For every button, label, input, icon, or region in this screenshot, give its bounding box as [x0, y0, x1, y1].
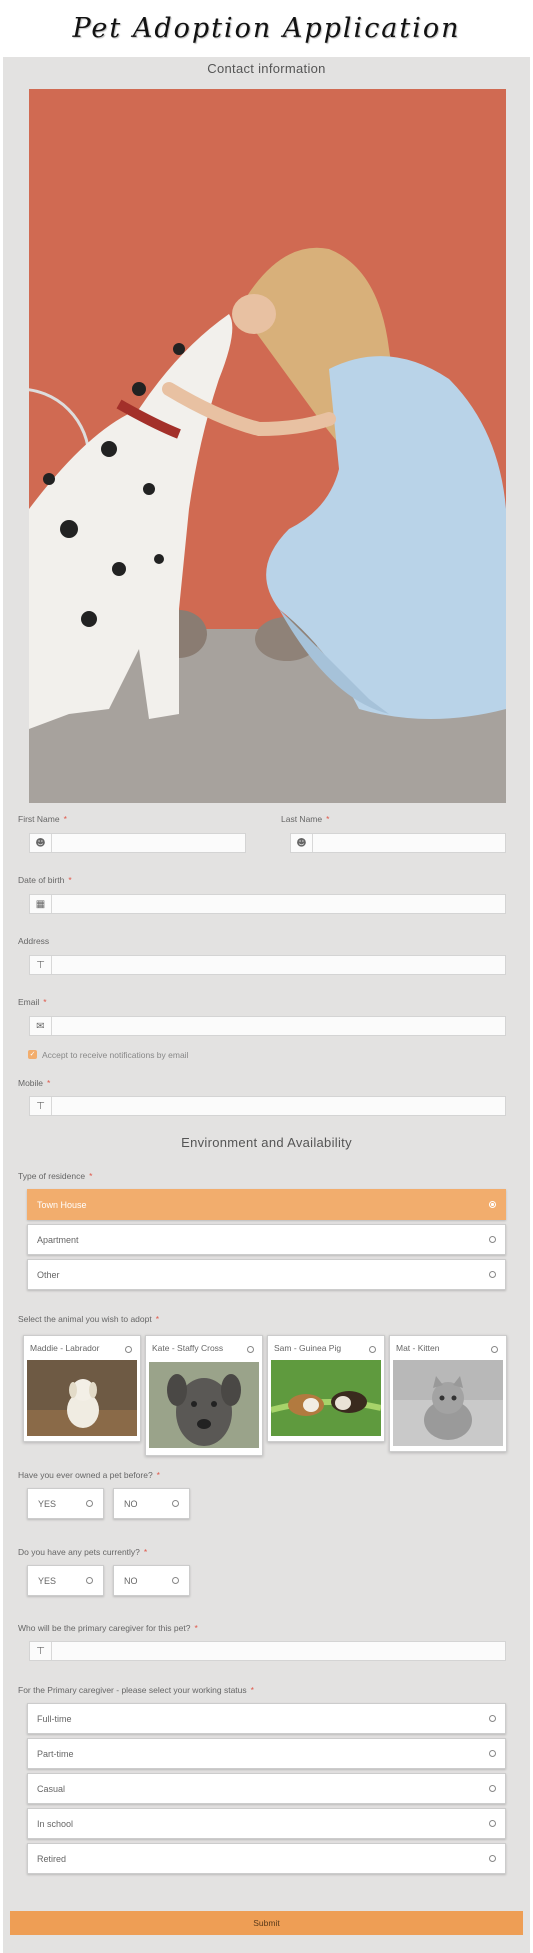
owned-before-no[interactable]: NO: [113, 1488, 190, 1519]
mobile-input[interactable]: [52, 1097, 505, 1115]
dob-label: Date of birth *: [18, 875, 72, 885]
radio-icon: [489, 1820, 496, 1827]
residence-option-apartment[interactable]: Apartment: [27, 1224, 506, 1255]
pet-card-mat[interactable]: Mat - Kitten: [389, 1335, 507, 1452]
residence-option-other[interactable]: Other: [27, 1259, 506, 1290]
radio-icon: [172, 1500, 179, 1507]
hero-image: [29, 89, 506, 803]
pet-photo-staffy: [149, 1362, 259, 1448]
radio-icon: [86, 1577, 93, 1584]
residence-label: Type of residence *: [18, 1171, 93, 1181]
last-name-field[interactable]: [290, 833, 506, 853]
email-field[interactable]: [29, 1016, 506, 1036]
working-status-label: For the Primary caregiver - please select your working status *: [18, 1685, 254, 1695]
radio-icon: [247, 1346, 254, 1353]
mobile-field[interactable]: [29, 1096, 506, 1116]
radio-icon: [172, 1577, 179, 1584]
radio-icon: [489, 1785, 496, 1792]
radio-icon: [125, 1346, 132, 1353]
current-pets-yes[interactable]: YES: [27, 1565, 104, 1596]
mobile-label: Mobile *: [18, 1078, 51, 1088]
user-icon: ☻: [30, 834, 52, 852]
calendar-icon: ▦: [30, 895, 52, 913]
text-icon: ⊤: [30, 1642, 52, 1660]
working-status-full-time[interactable]: Full-time: [27, 1703, 506, 1734]
working-status-casual[interactable]: Casual: [27, 1773, 506, 1804]
last-name-input[interactable]: [313, 834, 505, 852]
current-pets-no[interactable]: NO: [113, 1565, 190, 1596]
residence-option-town-house[interactable]: Town House: [27, 1189, 506, 1220]
first-name-input[interactable]: [52, 834, 245, 852]
email-label: Email *: [18, 997, 47, 1007]
user-icon: ☻: [291, 834, 313, 852]
working-status-retired[interactable]: Retired: [27, 1843, 506, 1874]
application-form: [3, 57, 530, 1953]
section-title-contact: Contact information: [207, 61, 326, 76]
submit-button[interactable]: Submit: [10, 1911, 523, 1935]
envelope-icon: ✉: [30, 1017, 52, 1035]
address-input[interactable]: [52, 956, 505, 974]
email-input[interactable]: [52, 1017, 505, 1035]
last-name-label: Last Name *: [281, 814, 330, 824]
working-status-in-school[interactable]: In school: [27, 1808, 506, 1839]
address-field[interactable]: [29, 955, 506, 975]
caregiver-label: Who will be the primary caregiver for this pet? *: [18, 1623, 198, 1633]
pet-card-sam[interactable]: Sam - Guinea Pig: [267, 1335, 385, 1442]
caregiver-field[interactable]: [29, 1641, 506, 1661]
header: [0, 0, 533, 56]
radio-icon: [489, 1855, 496, 1862]
address-label: Address: [18, 936, 50, 946]
owned-before-label: Have you ever owned a pet before? *: [18, 1470, 160, 1480]
text-icon: ⊤: [30, 1097, 52, 1115]
text-icon: ⊤: [30, 956, 52, 974]
radio-icon: [489, 1750, 496, 1757]
pet-card-maddie[interactable]: Maddie - Labrador: [23, 1335, 141, 1442]
page-title: Pet Adoption Application: [72, 12, 461, 44]
dob-input[interactable]: [52, 895, 505, 913]
radio-icon: [489, 1201, 496, 1208]
email-consent-label: Accept to receive notifications by email: [42, 1050, 189, 1060]
caregiver-input[interactable]: [52, 1642, 505, 1660]
radio-icon: [489, 1236, 496, 1243]
current-pets-label: Do you have any pets currently? *: [18, 1547, 148, 1557]
radio-icon: [489, 1271, 496, 1278]
animal-label: Select the animal you wish to adopt *: [18, 1314, 160, 1324]
pet-photo-labrador: [27, 1360, 137, 1436]
radio-icon: [489, 1715, 496, 1722]
email-consent-checkbox[interactable]: ✓: [29, 1050, 36, 1058]
section-title-environment: Environment and Availability: [181, 1135, 352, 1150]
pet-photo-guinea-pig: [271, 1360, 381, 1436]
owned-before-yes[interactable]: YES: [27, 1488, 104, 1519]
radio-icon: [491, 1346, 498, 1353]
first-name-label: First Name *: [18, 814, 67, 824]
working-status-part-time[interactable]: Part-time: [27, 1738, 506, 1769]
radio-icon: [369, 1346, 376, 1353]
dob-field[interactable]: [29, 894, 506, 914]
first-name-field[interactable]: [29, 833, 246, 853]
pet-photo-kitten: [393, 1360, 503, 1446]
pet-card-kate[interactable]: Kate - Staffy Cross: [145, 1335, 263, 1456]
radio-icon: [86, 1500, 93, 1507]
